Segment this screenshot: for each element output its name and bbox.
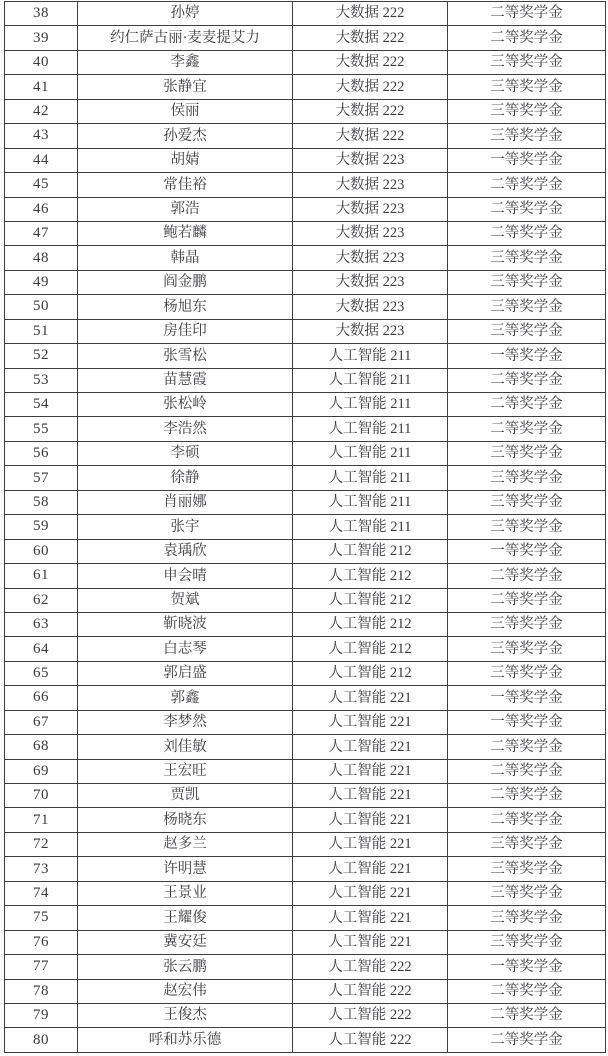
- cell-student-name: 郭鑫: [78, 686, 293, 710]
- cell-class-name: 大数据 222: [293, 75, 448, 99]
- cell-student-name: 鲍若麟: [78, 221, 293, 245]
- cell-student-name: 常佳裕: [78, 173, 293, 197]
- cell-class-name: 大数据 223: [293, 221, 448, 245]
- table-row: [5, 686, 606, 710]
- cell-row-number: 41: [5, 75, 78, 99]
- cell-award-level: 三等奖学金: [448, 75, 606, 99]
- table-row: [5, 612, 606, 636]
- cell-student-name: 呼和苏乐德: [78, 1028, 293, 1053]
- cell-row-number: 69: [5, 759, 78, 783]
- cell-row-number: 45: [5, 173, 78, 197]
- cell-student-name: 侯丽: [78, 99, 293, 123]
- cell-class-name: 大数据 222: [293, 50, 448, 74]
- cell-student-name: 王耀俊: [78, 906, 293, 930]
- cell-award-level: 三等奖学金: [448, 295, 606, 319]
- table-row: [5, 784, 606, 808]
- cell-award-level: 三等奖学金: [448, 930, 606, 954]
- cell-row-number: 73: [5, 857, 78, 881]
- cell-row-number: 64: [5, 637, 78, 661]
- cell-student-name: 杨旭东: [78, 295, 293, 319]
- cell-award-level: 二等奖学金: [448, 588, 606, 612]
- cell-award-level: 二等奖学金: [448, 759, 606, 783]
- cell-row-number: 53: [5, 368, 78, 392]
- cell-row-number: 76: [5, 930, 78, 954]
- table-row: [5, 173, 606, 197]
- cell-award-level: 三等奖学金: [448, 906, 606, 930]
- cell-row-number: 50: [5, 295, 78, 319]
- cell-class-name: 大数据 223: [293, 295, 448, 319]
- cell-student-name: 张云鹏: [78, 955, 293, 979]
- cell-student-name: 张宇: [78, 515, 293, 539]
- cell-award-level: 三等奖学金: [448, 270, 606, 294]
- cell-row-number: 78: [5, 979, 78, 1003]
- cell-class-name: 人工智能 221: [293, 930, 448, 954]
- cell-award-level: 二等奖学金: [448, 26, 606, 50]
- table-row: [5, 564, 606, 588]
- cell-student-name: 赵宏伟: [78, 979, 293, 1003]
- cell-class-name: 大数据 222: [293, 99, 448, 123]
- cell-class-name: 人工智能 212: [293, 637, 448, 661]
- cell-student-name: 苗慧霞: [78, 368, 293, 392]
- cell-student-name: 赵多兰: [78, 832, 293, 856]
- cell-row-number: 61: [5, 564, 78, 588]
- cell-student-name: 张松岭: [78, 393, 293, 417]
- cell-award-level: 三等奖学金: [448, 50, 606, 74]
- cell-row-number: 49: [5, 270, 78, 294]
- cell-row-number: 65: [5, 661, 78, 685]
- cell-student-name: 白志琴: [78, 637, 293, 661]
- cell-award-level: 三等奖学金: [448, 661, 606, 685]
- cell-student-name: 韩晶: [78, 246, 293, 270]
- cell-award-level: 二等奖学金: [448, 368, 606, 392]
- cell-award-level: 三等奖学金: [448, 441, 606, 465]
- cell-student-name: 刘佳敏: [78, 735, 293, 759]
- cell-award-level: 一等奖学金: [448, 955, 606, 979]
- cell-class-name: 人工智能 221: [293, 735, 448, 759]
- cell-class-name: 人工智能 221: [293, 881, 448, 905]
- cell-row-number: 44: [5, 148, 78, 172]
- cell-student-name: 郭启盛: [78, 661, 293, 685]
- cell-award-level: 三等奖学金: [448, 99, 606, 123]
- cell-award-level: 二等奖学金: [448, 784, 606, 808]
- table-row: [5, 515, 606, 539]
- cell-student-name: 冀安廷: [78, 930, 293, 954]
- cell-row-number: 72: [5, 832, 78, 856]
- cell-row-number: 47: [5, 221, 78, 245]
- table-row: [5, 344, 606, 368]
- cell-class-name: 人工智能 212: [293, 661, 448, 685]
- cell-row-number: 51: [5, 319, 78, 343]
- cell-student-name: 约仁萨古丽·麦麦提艾力: [78, 26, 293, 50]
- cell-class-name: 人工智能 221: [293, 784, 448, 808]
- cell-award-level: 二等奖学金: [448, 1003, 606, 1027]
- cell-award-level: 三等奖学金: [448, 246, 606, 270]
- cell-award-level: 三等奖学金: [448, 124, 606, 148]
- cell-student-name: 阎金鹏: [78, 270, 293, 294]
- cell-award-level: 三等奖学金: [448, 832, 606, 856]
- cell-award-level: 二等奖学金: [448, 1028, 606, 1053]
- cell-award-level: 三等奖学金: [448, 515, 606, 539]
- cell-student-name: 胡婧: [78, 148, 293, 172]
- cell-class-name: 人工智能 211: [293, 417, 448, 441]
- table-row: [5, 368, 606, 392]
- cell-award-level: 二等奖学金: [448, 2, 606, 26]
- cell-award-level: 三等奖学金: [448, 881, 606, 905]
- table-row: [5, 441, 606, 465]
- cell-student-name: 王宏旺: [78, 759, 293, 783]
- cell-class-name: 人工智能 212: [293, 539, 448, 563]
- table-row: [5, 588, 606, 612]
- cell-class-name: 人工智能 222: [293, 979, 448, 1003]
- cell-award-level: 三等奖学金: [448, 857, 606, 881]
- table-row: [5, 832, 606, 856]
- cell-award-level: 一等奖学金: [448, 539, 606, 563]
- cell-row-number: 71: [5, 808, 78, 832]
- cell-student-name: 靳晓波: [78, 612, 293, 636]
- table-row: [5, 930, 606, 954]
- cell-award-level: 二等奖学金: [448, 564, 606, 588]
- cell-award-level: 二等奖学金: [448, 197, 606, 221]
- cell-class-name: 人工智能 211: [293, 515, 448, 539]
- cell-student-name: 房佳印: [78, 319, 293, 343]
- table-row: [5, 661, 606, 685]
- cell-award-level: 二等奖学金: [448, 221, 606, 245]
- cell-class-name: 人工智能 212: [293, 564, 448, 588]
- cell-class-name: 人工智能 221: [293, 857, 448, 881]
- cell-class-name: 大数据 223: [293, 173, 448, 197]
- table-row: [5, 735, 606, 759]
- table-row: [5, 881, 606, 905]
- cell-class-name: 人工智能 221: [293, 759, 448, 783]
- table-row: [5, 539, 606, 563]
- cell-student-name: 贾凯: [78, 784, 293, 808]
- cell-student-name: 孙婷: [78, 2, 293, 26]
- cell-row-number: 77: [5, 955, 78, 979]
- table-row: [5, 50, 606, 74]
- cell-student-name: 贺斌: [78, 588, 293, 612]
- cell-class-name: 人工智能 212: [293, 612, 448, 636]
- cell-student-name: 李梦然: [78, 710, 293, 734]
- cell-row-number: 38: [5, 2, 78, 26]
- cell-award-level: 三等奖学金: [448, 612, 606, 636]
- table-row: [5, 99, 606, 123]
- table-row: [5, 857, 606, 881]
- cell-student-name: 袁瑀欣: [78, 539, 293, 563]
- cell-student-name: 李硕: [78, 441, 293, 465]
- cell-award-level: 三等奖学金: [448, 637, 606, 661]
- cell-student-name: 李浩然: [78, 417, 293, 441]
- cell-row-number: 52: [5, 344, 78, 368]
- table-row: [5, 710, 606, 734]
- table-row: [5, 979, 606, 1003]
- cell-student-name: 徐静: [78, 466, 293, 490]
- cell-student-name: 郭浩: [78, 197, 293, 221]
- cell-class-name: 大数据 223: [293, 197, 448, 221]
- table-row: [5, 124, 606, 148]
- cell-row-number: 70: [5, 784, 78, 808]
- table-row: [5, 246, 606, 270]
- cell-class-name: 人工智能 222: [293, 1028, 448, 1053]
- cell-class-name: 人工智能 211: [293, 344, 448, 368]
- cell-award-level: 二等奖学金: [448, 393, 606, 417]
- cell-row-number: 40: [5, 50, 78, 74]
- cell-award-level: 一等奖学金: [448, 344, 606, 368]
- table-row: [5, 906, 606, 930]
- cell-class-name: 人工智能 211: [293, 393, 448, 417]
- cell-student-name: 张雪松: [78, 344, 293, 368]
- cell-award-level: 三等奖学金: [448, 319, 606, 343]
- cell-class-name: 人工智能 211: [293, 368, 448, 392]
- cell-row-number: 43: [5, 124, 78, 148]
- cell-class-name: 人工智能 211: [293, 441, 448, 465]
- cell-row-number: 60: [5, 539, 78, 563]
- table-row: [5, 270, 606, 294]
- cell-class-name: 人工智能 221: [293, 906, 448, 930]
- cell-award-level: 一等奖学金: [448, 148, 606, 172]
- cell-class-name: 人工智能 221: [293, 808, 448, 832]
- cell-award-level: 二等奖学金: [448, 173, 606, 197]
- cell-row-number: 63: [5, 612, 78, 636]
- cell-row-number: 57: [5, 466, 78, 490]
- table-row: [5, 417, 606, 441]
- table-row: [5, 759, 606, 783]
- cell-award-level: 二等奖学金: [448, 735, 606, 759]
- table-row: [5, 808, 606, 832]
- table-row: [5, 319, 606, 343]
- table-row: [5, 221, 606, 245]
- table-row: [5, 1028, 606, 1053]
- cell-student-name: 李鑫: [78, 50, 293, 74]
- cell-class-name: 大数据 222: [293, 124, 448, 148]
- cell-award-level: 一等奖学金: [448, 686, 606, 710]
- cell-row-number: 46: [5, 197, 78, 221]
- cell-class-name: 人工智能 221: [293, 832, 448, 856]
- table-row: [5, 1003, 606, 1027]
- cell-row-number: 66: [5, 686, 78, 710]
- table-row: [5, 2, 606, 26]
- cell-award-level: 二等奖学金: [448, 808, 606, 832]
- cell-row-number: 55: [5, 417, 78, 441]
- cell-row-number: 58: [5, 490, 78, 514]
- cell-row-number: 67: [5, 710, 78, 734]
- cell-row-number: 68: [5, 735, 78, 759]
- cell-row-number: 79: [5, 1003, 78, 1027]
- cell-class-name: 大数据 222: [293, 2, 448, 26]
- cell-row-number: 54: [5, 393, 78, 417]
- table-row: [5, 466, 606, 490]
- scholarship-table: [4, 1, 606, 1053]
- cell-row-number: 62: [5, 588, 78, 612]
- table-row: [5, 26, 606, 50]
- cell-award-level: 二等奖学金: [448, 417, 606, 441]
- cell-student-name: 许明慧: [78, 857, 293, 881]
- table-row: [5, 955, 606, 979]
- cell-row-number: 75: [5, 906, 78, 930]
- cell-row-number: 48: [5, 246, 78, 270]
- cell-class-name: 大数据 223: [293, 246, 448, 270]
- cell-row-number: 56: [5, 441, 78, 465]
- cell-row-number: 74: [5, 881, 78, 905]
- cell-award-level: 三等奖学金: [448, 466, 606, 490]
- table-row: [5, 295, 606, 319]
- cell-class-name: 人工智能 211: [293, 466, 448, 490]
- cell-class-name: 人工智能 212: [293, 588, 448, 612]
- cell-row-number: 59: [5, 515, 78, 539]
- cell-class-name: 大数据 223: [293, 319, 448, 343]
- cell-student-name: 肖丽娜: [78, 490, 293, 514]
- cell-row-number: 42: [5, 99, 78, 123]
- table-row: [5, 490, 606, 514]
- cell-class-name: 人工智能 211: [293, 490, 448, 514]
- table-row: [5, 148, 606, 172]
- cell-row-number: 39: [5, 26, 78, 50]
- cell-row-number: 80: [5, 1028, 78, 1053]
- cell-student-name: 张静宜: [78, 75, 293, 99]
- cell-award-level: 三等奖学金: [448, 490, 606, 514]
- cell-student-name: 王俊杰: [78, 1003, 293, 1027]
- cell-class-name: 大数据 223: [293, 270, 448, 294]
- cell-student-name: 孙爱杰: [78, 124, 293, 148]
- table-row: [5, 393, 606, 417]
- scholarship-table-body: [5, 2, 606, 1053]
- cell-student-name: 王景业: [78, 881, 293, 905]
- cell-class-name: 人工智能 221: [293, 710, 448, 734]
- cell-class-name: 人工智能 222: [293, 1003, 448, 1027]
- cell-class-name: 人工智能 222: [293, 955, 448, 979]
- cell-class-name: 人工智能 221: [293, 686, 448, 710]
- cell-student-name: 申会晴: [78, 564, 293, 588]
- table-row: [5, 75, 606, 99]
- table-row: [5, 637, 606, 661]
- cell-class-name: 大数据 223: [293, 148, 448, 172]
- cell-class-name: 大数据 222: [293, 26, 448, 50]
- cell-award-level: 二等奖学金: [448, 979, 606, 1003]
- cell-student-name: 杨晓东: [78, 808, 293, 832]
- cell-award-level: 一等奖学金: [448, 710, 606, 734]
- table-row: [5, 197, 606, 221]
